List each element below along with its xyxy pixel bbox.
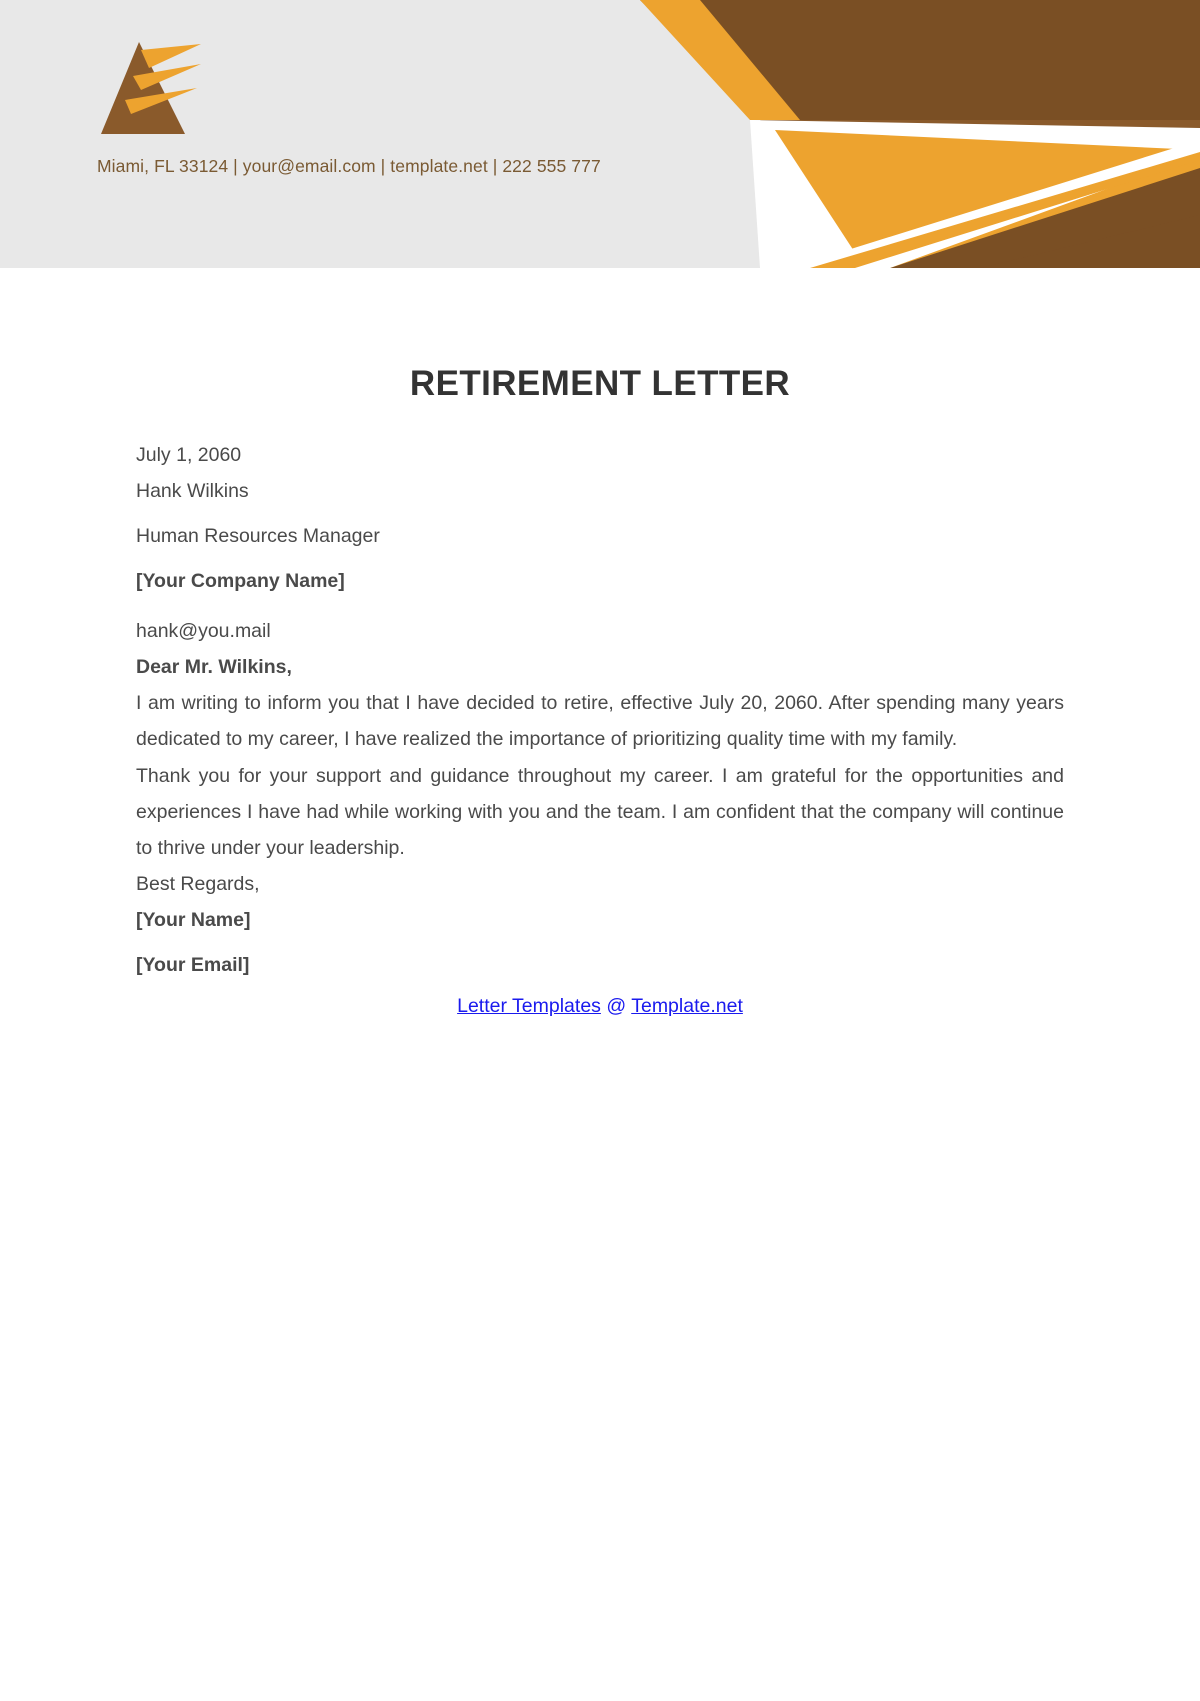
letter-sheet [0, 268, 1200, 1018]
letter-date: July 1, 2060 [136, 444, 242, 466]
signature-email: [Your Email] [136, 953, 250, 976]
header-decoration [640, 0, 1200, 268]
document-header [0, 0, 1200, 268]
recipient-email: hank@you.mail [136, 620, 271, 643]
page-title: RETIREMENT LETTER [409, 364, 791, 403]
closing: Best Regards, [136, 872, 260, 895]
body-paragraph-2: Thank you for your support and guidance throughout my career. I am grateful for the opportunities and experiences I have had while working with you and the team. I am confident that the company will continue to thrive under your leadership. [136, 764, 1064, 859]
template-net-link[interactable]: Template.net [631, 994, 743, 1017]
company-placeholder: [Your Company Name] [136, 570, 345, 593]
footer-attribution [136, 983, 1064, 1018]
recipient-name: Hank Wilkins [136, 480, 249, 503]
signature-name: [Your Name] [136, 908, 251, 931]
header-contact-line: Miami, FL 33124 | your@email.com | template.net | 222 555 777 [97, 156, 601, 176]
letter-templates-link[interactable]: Letter Templates [457, 994, 601, 1017]
letter-body [136, 404, 1064, 1018]
recipient-title: Human Resources Manager [136, 525, 380, 548]
footer-separator: @ [606, 994, 627, 1017]
salutation: Dear Mr. Wilkins, [136, 656, 292, 679]
body-paragraph-1: I am writing to inform you that I have decided to retire, effective July 20, 2060. After spending many years dedicated to my career, I have realized the importance of prioritizing quality time with my family. [136, 692, 1064, 751]
triangle-swoosh-logo [97, 38, 207, 140]
